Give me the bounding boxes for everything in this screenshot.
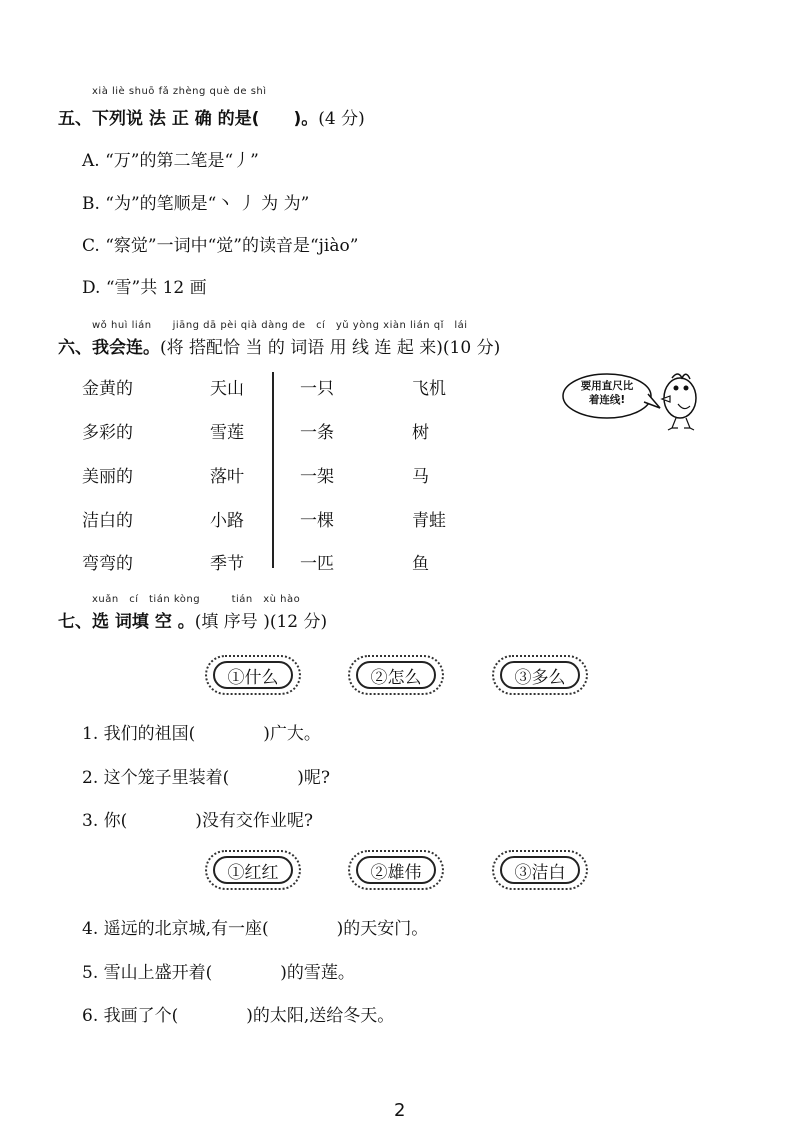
word-choice-label: ③多么 xyxy=(500,661,580,689)
section5-pinyin: xià liè shuō fǎ zhèng què de shì xyxy=(92,86,267,97)
col4-word: 马 xyxy=(412,467,429,487)
col1-word: 金黄的 xyxy=(82,379,133,399)
section6-heading xyxy=(58,333,500,358)
section5-option-c: C. “察觉”一词中“觉”的读音是“jiào” xyxy=(82,236,359,256)
col3-word: 一架 xyxy=(300,467,334,487)
speech-bubble xyxy=(570,379,644,407)
word-choice-label: ①红红 xyxy=(213,856,293,884)
word-choice-badge xyxy=(205,850,301,890)
word-choice-label: ②雄伟 xyxy=(356,856,436,884)
section5-points: (4 分) xyxy=(318,109,365,129)
column-divider xyxy=(272,372,274,568)
col3-word: 一棵 xyxy=(300,511,334,531)
section5-heading xyxy=(58,104,365,129)
col2-word: 季节 xyxy=(210,554,244,574)
section5-option-b: B. “为”的笔顺是“丶 丿 为 为” xyxy=(82,194,310,214)
col3-word: 一匹 xyxy=(300,554,334,574)
col4-word: 树 xyxy=(412,423,429,443)
col4-word: 鱼 xyxy=(412,554,429,574)
section6-pinyin: wǒ huì lián jiāng dā pèi qià dàng de cí yǔ yòng xiàn lián qǐ lái xyxy=(92,320,468,331)
fill-in-item-2: 2. 这个笼子里装着( )呢? xyxy=(82,768,331,788)
word-choice-badge xyxy=(348,655,444,695)
word-choice-badge xyxy=(205,655,301,695)
col1-word: 多彩的 xyxy=(82,423,133,443)
speech-bubble-line1: 要用直尺比 xyxy=(580,380,634,392)
section6-title: 六、我会连。 xyxy=(58,338,160,358)
word-choice-label: ③洁白 xyxy=(500,856,580,884)
section5-title: 五、下列说 法 正 确 的是( )。 xyxy=(58,109,319,129)
col2-word: 雪莲 xyxy=(210,423,244,443)
word-choice-badge xyxy=(348,850,444,890)
word-choice-label: ②怎么 xyxy=(356,661,436,689)
fill-in-item-3: 3. 你( )没有交作业呢? xyxy=(82,811,314,831)
fill-in-item-1: 1. 我们的祖国( )广大。 xyxy=(82,724,321,744)
col1-word: 洁白的 xyxy=(82,511,133,531)
word-choice-label: ①什么 xyxy=(213,661,293,689)
section7-instruction: (填 序号 )(12 分) xyxy=(194,612,328,632)
speech-bubble-line2: 着连线! xyxy=(588,394,626,406)
word-choice-badge xyxy=(492,655,588,695)
section5-option-d: D. “雪”共 12 画 xyxy=(82,278,207,298)
fill-in-item-4: 4. 遥远的北京城,有一座( )的天安门。 xyxy=(82,919,429,939)
section6-instruction: (将 搭配恰 当 的 词语 用 线 连 起 来)(10 分) xyxy=(160,338,501,358)
page-number: 2 xyxy=(394,1100,406,1121)
fill-in-item-5: 5. 雪山上盛开着( )的雪莲。 xyxy=(82,963,355,983)
col2-word: 落叶 xyxy=(210,467,244,487)
fill-in-item-6: 6. 我画了个( )的太阳,送给冬天。 xyxy=(82,1006,395,1026)
col1-word: 美丽的 xyxy=(82,467,133,487)
col2-word: 小路 xyxy=(210,511,244,531)
col3-word: 一条 xyxy=(300,423,334,443)
section5-option-a: A. “万”的第二笔是“丿” xyxy=(82,151,259,171)
section7-heading xyxy=(58,607,327,632)
col4-word: 飞机 xyxy=(412,379,446,399)
word-choice-badge xyxy=(492,850,588,890)
col4-word: 青蛙 xyxy=(412,511,446,531)
col3-word: 一只 xyxy=(300,379,334,399)
chick-illustration xyxy=(560,368,710,432)
section7-pinyin: xuǎn cí tián kòng tián xù hào xyxy=(92,594,301,605)
col2-word: 天山 xyxy=(210,379,244,399)
col1-word: 弯弯的 xyxy=(82,554,133,574)
section7-title: 七、选 词填 空 。 xyxy=(58,612,195,632)
